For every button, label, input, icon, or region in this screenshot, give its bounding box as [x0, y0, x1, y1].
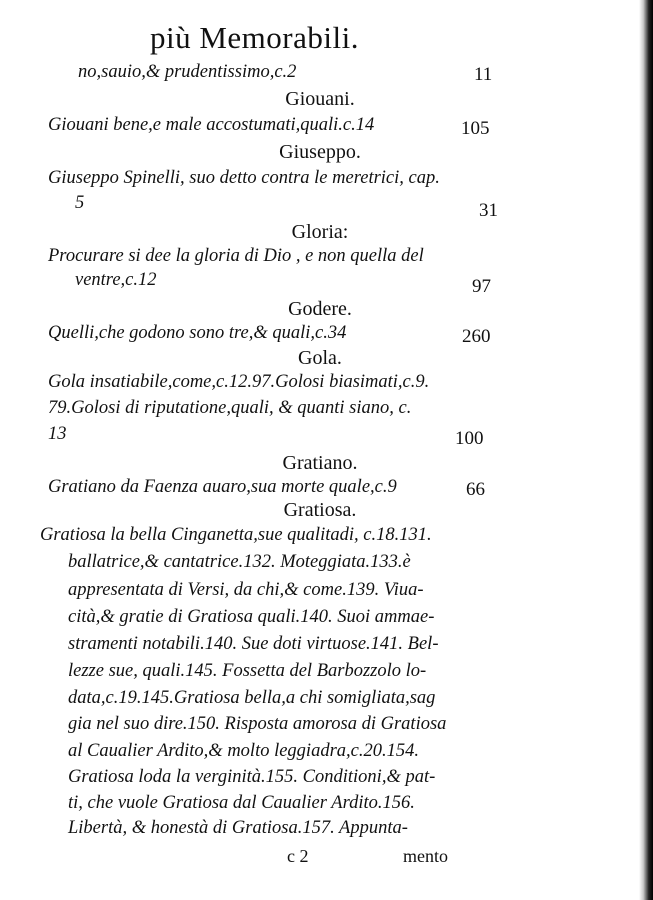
index-line: data,c.19.145.Gratiosa bella,a chi somigliata,sag: [68, 688, 436, 708]
entry-heading: Gratiosa.: [283, 499, 357, 521]
index-line: Libertà, & honestà di Gratiosa.157. Appunta-: [68, 818, 408, 838]
index-line: lezze sue, quali.145. Fossetta del Barbozzolo lo-: [68, 661, 427, 681]
running-head: più Memorabili.: [150, 20, 359, 55]
index-line: al Caualier Ardito,& molto leggiadra,c.20.154.: [68, 741, 419, 761]
index-line: 79.Golosi di riputatione,quali, & quanti siano, c.: [48, 398, 412, 418]
page-ref: 66: [466, 479, 485, 500]
entry-heading: Giouani.: [285, 88, 355, 110]
index-line: stramenti notabili.140. Sue doti virtuose.141. Bel-: [68, 634, 439, 654]
index-line: ballatrice,& cantatrice.132. Moteggiata.133.è: [68, 552, 411, 572]
index-line: Procurare si dee la gloria di Dio , e non quella del: [48, 246, 424, 266]
index-line: 5: [75, 193, 85, 213]
entry-heading: Giuseppo.: [279, 141, 361, 163]
signature-mark: c 2: [287, 846, 309, 866]
index-line: Giuseppo Spinelli, suo detto contra le meretrici, cap.: [48, 168, 440, 188]
index-line: 13: [48, 424, 67, 444]
page-ref: 97: [472, 276, 491, 297]
page-ref: 105: [461, 118, 490, 139]
index-line: appresentata di Versi, da chi,& come.139. Viua-: [68, 580, 424, 600]
index-line: Giouani bene,e male accostumati,quali.c.14: [48, 115, 375, 135]
entry-heading: Gloria:: [291, 221, 349, 243]
index-line: Gratiano da Faenza auaro,sua morte quale,c.9: [48, 477, 397, 497]
index-line: Gola insatiabile,come,c.12.97.Golosi biasimati,c.9.: [48, 372, 430, 392]
index-line: no,sauio,& prudentissimo,c.2: [78, 62, 297, 82]
page-ref: 260: [462, 326, 491, 347]
index-line: ti, che vuole Gratiosa dal Caualier Ardito.156.: [68, 793, 415, 813]
page-ref: 31: [479, 200, 498, 221]
index-line: ventre,c.12: [75, 270, 157, 290]
index-line: cità,& gratie di Gratiosa quali.140. Suoi ammae-: [68, 607, 435, 627]
index-line: gia nel suo dire.150. Risposta amorosa di Gratiosa: [68, 714, 447, 734]
entry-heading: Gola.: [298, 347, 342, 369]
page-edge-shadow: [639, 0, 653, 900]
page-ref: 11: [474, 64, 493, 85]
entry-heading: Gratiano.: [282, 452, 358, 474]
index-line: Quelli,che godono sono tre,& quali,c.34: [48, 323, 347, 343]
entry-heading: Godere.: [288, 298, 352, 320]
index-line: Gratiosa la bella Cinganetta,sue qualitadi, c.18.131.: [40, 525, 432, 545]
page-ref: 100: [455, 428, 484, 449]
index-line: Gratiosa loda la verginità.155. Conditioni,& pat-: [68, 767, 436, 787]
catchword: mento: [403, 846, 448, 866]
